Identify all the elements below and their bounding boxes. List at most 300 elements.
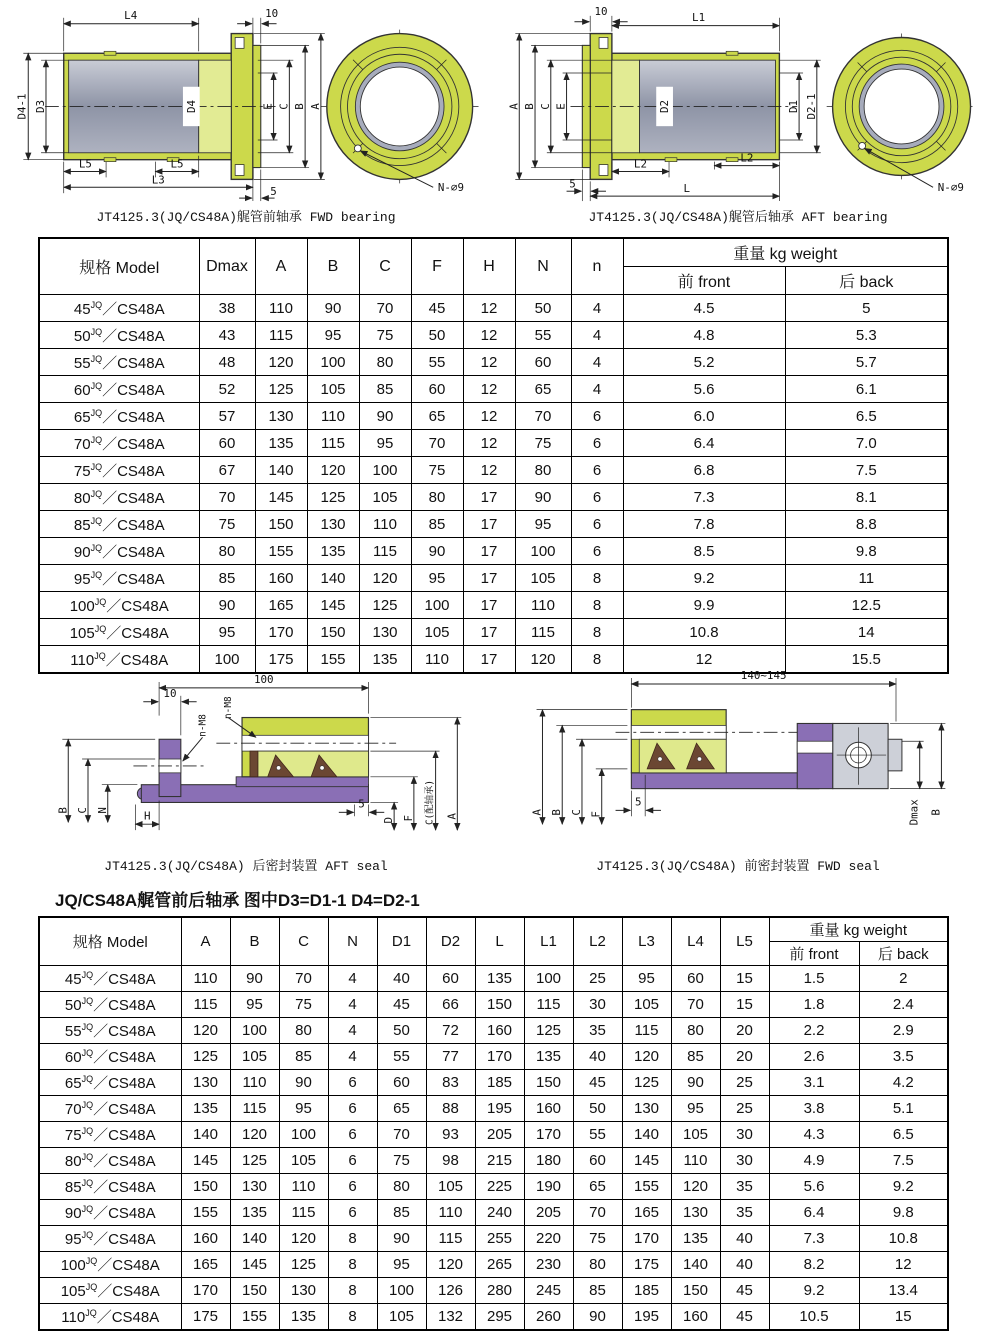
value-cell: 120 — [307, 457, 359, 484]
table-row — [39, 592, 948, 619]
value-cell: 120 — [181, 1018, 230, 1044]
back-weight-cell: 5.7 — [785, 349, 948, 376]
dim-label-c: C — [538, 103, 552, 110]
value-cell: 140 — [307, 565, 359, 592]
value-cell: 80 — [573, 1252, 622, 1278]
value-cell: 195 — [475, 1096, 524, 1122]
value-cell: 45 — [411, 295, 463, 322]
model-size: 60 — [73, 381, 91, 399]
seal-base-step — [236, 777, 368, 787]
bolt-hole — [599, 38, 608, 49]
aft-bearing-drawing-block — [500, 4, 976, 225]
model-cell — [39, 295, 199, 322]
value-cell: 40 — [720, 1226, 769, 1252]
value-cell: 93 — [426, 1122, 475, 1148]
value-cell: 90 — [377, 1226, 426, 1252]
front-weight-cell: 3.8 — [769, 1096, 859, 1122]
value-cell: 150 — [524, 1070, 573, 1096]
model-sup: JQ — [85, 1308, 97, 1318]
value-cell: 100 — [377, 1278, 426, 1304]
front-weight-cell: 12 — [623, 646, 785, 674]
model-sup: JQ — [81, 1100, 94, 1110]
model-size: 45 — [73, 300, 91, 318]
value-cell: 40 — [720, 1252, 769, 1278]
column-header-b: B — [307, 238, 359, 295]
table-row — [39, 1148, 948, 1174]
fwd-bearing-drawing-block — [8, 4, 484, 225]
value-cell: 115 — [622, 1018, 671, 1044]
value-cell: 115 — [307, 430, 359, 457]
value-cell: 48 — [199, 349, 255, 376]
value-cell: 17 — [463, 646, 515, 674]
value-cell: 100 — [307, 349, 359, 376]
value-cell: 75 — [377, 1148, 426, 1174]
value-cell: 115 — [181, 992, 230, 1018]
dim-label-b2: B — [929, 809, 943, 816]
model-sup: JQ — [81, 1048, 94, 1058]
model-sup: JQ — [90, 299, 103, 310]
value-cell: 43 — [199, 322, 255, 349]
value-cell: 175 — [181, 1304, 230, 1331]
value-cell: 85 — [199, 565, 255, 592]
value-cell: 85 — [671, 1044, 720, 1070]
back-weight-cell: 12 — [859, 1252, 948, 1278]
value-cell: 155 — [255, 538, 307, 565]
value-cell: 160 — [671, 1304, 720, 1331]
value-cell: 98 — [426, 1148, 475, 1174]
value-cell: 17 — [463, 619, 515, 646]
value-cell: 6 — [328, 1096, 377, 1122]
value-cell: 50 — [515, 295, 571, 322]
model-size: 90 — [64, 1205, 82, 1222]
column-header-c: C — [279, 917, 328, 966]
value-cell: 115 — [524, 992, 573, 1018]
table-row — [39, 1226, 948, 1252]
model-sup: JQ — [90, 407, 103, 418]
value-cell: 75 — [359, 322, 411, 349]
dim-label-l1: L1 — [692, 10, 706, 24]
model-size: 55 — [73, 354, 91, 372]
model-column-header: 规格 Model — [39, 238, 199, 295]
value-cell: 6 — [328, 1200, 377, 1226]
value-cell: 140 — [671, 1252, 720, 1278]
value-cell: 145 — [307, 592, 359, 619]
riser-bolt-band — [797, 741, 833, 753]
dim-label-b: B — [523, 103, 537, 110]
value-cell: 4 — [328, 992, 377, 1018]
value-cell: 160 — [255, 565, 307, 592]
value-cell: 4 — [328, 966, 377, 992]
value-cell: 85 — [279, 1044, 328, 1070]
model-cell — [39, 1200, 181, 1226]
value-cell: 80 — [199, 538, 255, 565]
dim-label-dmax: Dmax — [907, 799, 921, 826]
value-cell: 65 — [573, 1174, 622, 1200]
value-cell: 70 — [573, 1200, 622, 1226]
dim-label-10: 10 — [594, 4, 608, 18]
model-size: 95 — [73, 570, 91, 588]
model-suffix: ／CS48A — [102, 354, 165, 372]
aft-seal-caption: JT4125.3(JQ/CS48A) 后密封装置 AFT seal — [104, 859, 388, 874]
model-cell — [39, 511, 199, 538]
model-suffix: ／CS48A — [93, 1153, 156, 1170]
value-cell: 75 — [515, 430, 571, 457]
column-header-f: F — [411, 238, 463, 295]
dim-label-n-m8-b: n-M8 — [223, 696, 235, 719]
model-cell — [39, 457, 199, 484]
front-weight-cell: 6.0 — [623, 403, 785, 430]
table-row — [39, 349, 948, 376]
model-suffix: ／CS48A — [93, 971, 156, 988]
value-cell: 240 — [475, 1200, 524, 1226]
value-cell: 135 — [230, 1200, 279, 1226]
value-cell: 70 — [377, 1122, 426, 1148]
model-suffix: ／CS48A — [93, 1205, 156, 1222]
back-weight-cell: 5 — [785, 295, 948, 322]
value-cell: 35 — [573, 1018, 622, 1044]
dim-label-l5b: L5 — [170, 157, 184, 171]
front-weight-cell: 1.5 — [769, 966, 859, 992]
front-view-bore — [864, 69, 939, 144]
model-suffix: ／CS48A — [102, 300, 165, 318]
back-weight-cell: 7.5 — [785, 457, 948, 484]
back-weight-cell: 9.8 — [859, 1200, 948, 1226]
value-cell: 155 — [622, 1174, 671, 1200]
model-cell — [39, 1148, 181, 1174]
value-cell: 95 — [230, 992, 279, 1018]
bolt-hole — [235, 38, 244, 49]
value-cell: 110 — [515, 592, 571, 619]
value-cell: 67 — [199, 457, 255, 484]
front-weight-cell: 8.5 — [623, 538, 785, 565]
dim-label-n-holes: N-∅9 — [937, 181, 964, 195]
model-sup: JQ — [85, 1282, 98, 1292]
value-cell: 57 — [199, 403, 255, 430]
model-size: 70 — [64, 1101, 82, 1118]
bearing-spec-table-section — [38, 237, 949, 674]
column-header-l5: L5 — [720, 917, 769, 966]
value-cell: 120 — [622, 1044, 671, 1070]
model-size: 75 — [64, 1127, 82, 1144]
value-cell: 15 — [720, 992, 769, 1018]
bolt-hole — [235, 165, 244, 176]
value-cell: 125 — [622, 1070, 671, 1096]
value-cell: 6 — [328, 1174, 377, 1200]
value-cell: 8 — [328, 1226, 377, 1252]
column-header-a: A — [181, 917, 230, 966]
value-cell: 130 — [671, 1200, 720, 1226]
dim-label-b: B — [56, 807, 70, 814]
value-cell: 130 — [622, 1096, 671, 1122]
value-cell: 4 — [328, 1044, 377, 1070]
model-suffix: ／CS48A — [102, 570, 165, 588]
back-weight-cell: 15 — [859, 1304, 948, 1331]
value-cell: 130 — [279, 1278, 328, 1304]
model-cell — [39, 619, 199, 646]
back-weight-cell: 4.2 — [859, 1070, 948, 1096]
model-sup: JQ — [90, 461, 103, 472]
value-cell: 185 — [475, 1070, 524, 1096]
bolt-hole-mark — [859, 142, 866, 149]
dim-label-5: 5 — [270, 185, 277, 199]
model-cell — [39, 1226, 181, 1252]
value-cell: 245 — [524, 1278, 573, 1304]
value-cell: 60 — [426, 966, 475, 992]
value-cell: 20 — [720, 1044, 769, 1070]
value-cell: 115 — [255, 322, 307, 349]
value-cell: 205 — [524, 1200, 573, 1226]
front-weight-cell: 9.2 — [769, 1278, 859, 1304]
column-header-l: L — [475, 917, 524, 966]
value-cell: 130 — [255, 403, 307, 430]
value-cell: 105 — [279, 1148, 328, 1174]
value-cell: 50 — [573, 1096, 622, 1122]
table-row — [39, 376, 948, 403]
value-cell: 20 — [720, 1018, 769, 1044]
dim-label-140-145: 140~145 — [740, 669, 787, 683]
back-weight-cell: 12.5 — [785, 592, 948, 619]
value-cell: 6 — [571, 457, 623, 484]
table-row — [39, 1174, 948, 1200]
table-row — [39, 1252, 948, 1278]
front-weight-cell: 4.9 — [769, 1148, 859, 1174]
back-weight-cell: 7.5 — [859, 1148, 948, 1174]
model-cell — [39, 1174, 181, 1200]
value-cell: 120 — [426, 1252, 475, 1278]
value-cell: 75 — [573, 1226, 622, 1252]
value-cell: 130 — [181, 1070, 230, 1096]
value-cell: 8 — [328, 1304, 377, 1331]
back-weight-cell: 3.5 — [859, 1044, 948, 1070]
model-sup: JQ — [90, 569, 103, 580]
model-suffix: ／CS48A — [93, 997, 156, 1014]
value-cell: 65 — [515, 376, 571, 403]
value-cell: 60 — [411, 376, 463, 403]
value-cell: 4 — [571, 376, 623, 403]
dim-label-d: D — [382, 816, 396, 824]
value-cell: 6 — [571, 430, 623, 457]
seal-riser-block — [797, 723, 833, 788]
fwd-seal-drawing-block — [500, 666, 976, 874]
model-suffix: ／CS48A — [97, 1283, 160, 1300]
value-cell: 155 — [181, 1200, 230, 1226]
groove — [726, 51, 738, 55]
dim-label-l5a: L5 — [78, 157, 92, 171]
value-cell: 135 — [475, 966, 524, 992]
back-weight-cell: 14 — [785, 619, 948, 646]
table2-table — [38, 916, 949, 1331]
dim-label-c: C — [277, 103, 291, 110]
back-weight-cell: 15.5 — [785, 646, 948, 674]
back-weight-cell: 2.4 — [859, 992, 948, 1018]
weight-header: 重量 kg weight — [623, 238, 948, 267]
model-cell — [39, 966, 181, 992]
model-suffix: ／CS48A — [102, 327, 165, 345]
model-size: 100 — [69, 597, 95, 615]
model-sup: JQ — [90, 515, 103, 526]
back-weight-cell: 8.1 — [785, 484, 948, 511]
value-cell: 70 — [411, 430, 463, 457]
value-cell: 150 — [255, 511, 307, 538]
value-cell: 60 — [377, 1070, 426, 1096]
value-cell: 55 — [573, 1122, 622, 1148]
value-cell: 165 — [622, 1200, 671, 1226]
value-cell: 6 — [328, 1148, 377, 1174]
dim-label-5: 5 — [569, 177, 576, 191]
value-cell: 265 — [475, 1252, 524, 1278]
value-cell: 105 — [671, 1122, 720, 1148]
table-row — [39, 430, 948, 457]
value-cell: 150 — [307, 619, 359, 646]
value-cell: 8 — [571, 592, 623, 619]
value-cell: 260 — [524, 1304, 573, 1331]
value-cell: 132 — [426, 1304, 475, 1331]
front-weight-cell: 3.1 — [769, 1070, 859, 1096]
value-cell: 165 — [181, 1252, 230, 1278]
back-weight-cell: 9.8 — [785, 538, 948, 565]
dim-label-10: 10 — [163, 686, 177, 700]
value-cell: 95 — [671, 1096, 720, 1122]
model-sup: JQ — [81, 1178, 94, 1188]
column-header-n: N — [328, 917, 377, 966]
model-cell — [39, 1044, 181, 1070]
model-size: 85 — [73, 516, 91, 534]
dim-label-d2-1: D2-1 — [804, 93, 818, 120]
value-cell: 110 — [279, 1174, 328, 1200]
aft-bearing-figure — [501, 4, 975, 205]
value-cell: 85 — [377, 1200, 426, 1226]
value-cell: 6 — [328, 1070, 377, 1096]
back-weight-cell: 13.4 — [859, 1278, 948, 1304]
value-cell: 105 — [622, 992, 671, 1018]
value-cell: 126 — [426, 1278, 475, 1304]
value-cell: 140 — [255, 457, 307, 484]
model-cell — [39, 1018, 181, 1044]
value-cell: 145 — [622, 1148, 671, 1174]
model-cell — [39, 565, 199, 592]
model-sup: JQ — [81, 1074, 94, 1084]
model-suffix: ／CS48A — [102, 543, 165, 561]
value-cell: 25 — [573, 966, 622, 992]
dim-label-b: B — [293, 103, 307, 110]
value-cell: 100 — [279, 1122, 328, 1148]
value-cell: 55 — [411, 349, 463, 376]
value-cell: 170 — [255, 619, 307, 646]
value-cell: 135 — [279, 1304, 328, 1331]
model-cell — [39, 1278, 181, 1304]
fwd-seal-figure — [501, 666, 975, 854]
back-weight-cell: 6.1 — [785, 376, 948, 403]
value-cell: 35 — [720, 1200, 769, 1226]
value-cell: 105 — [515, 565, 571, 592]
value-cell: 12 — [463, 457, 515, 484]
value-cell: 17 — [463, 511, 515, 538]
value-cell: 105 — [426, 1174, 475, 1200]
value-cell: 110 — [255, 295, 307, 322]
value-cell: 90 — [573, 1304, 622, 1331]
table-row — [39, 403, 948, 430]
value-cell: 205 — [475, 1122, 524, 1148]
model-sup: JQ — [81, 1204, 94, 1214]
table-row — [39, 1018, 948, 1044]
value-cell: 120 — [671, 1174, 720, 1200]
value-cell: 85 — [359, 376, 411, 403]
value-cell: 8 — [328, 1278, 377, 1304]
value-cell: 160 — [475, 1018, 524, 1044]
value-cell: 120 — [515, 646, 571, 674]
front-weight-cell: 10.5 — [769, 1304, 859, 1331]
value-cell: 105 — [230, 1044, 279, 1070]
table-row — [39, 1278, 948, 1304]
front-weight-cell: 5.2 — [623, 349, 785, 376]
column-header-d2: D2 — [426, 917, 475, 966]
dim-label-d1: D1 — [787, 99, 801, 113]
value-cell: 40 — [573, 1044, 622, 1070]
table-row — [39, 322, 948, 349]
value-cell: 40 — [377, 966, 426, 992]
value-cell: 80 — [377, 1174, 426, 1200]
value-cell: 100 — [199, 646, 255, 674]
value-cell: 50 — [377, 1018, 426, 1044]
value-cell: 45 — [720, 1304, 769, 1331]
model-suffix: ／CS48A — [106, 597, 169, 615]
seal-base-plate — [631, 773, 819, 789]
model-sup: JQ — [90, 542, 103, 553]
value-cell: 120 — [255, 349, 307, 376]
front-weight-cell: 5.6 — [769, 1174, 859, 1200]
model-suffix: ／CS48A — [93, 1023, 156, 1040]
value-cell: 125 — [181, 1044, 230, 1070]
value-cell: 135 — [255, 430, 307, 457]
value-cell: 50 — [411, 322, 463, 349]
value-cell: 170 — [181, 1278, 230, 1304]
value-cell: 110 — [411, 646, 463, 674]
value-cell: 90 — [671, 1070, 720, 1096]
value-cell: 4 — [571, 295, 623, 322]
front-weight-cell: 9.2 — [623, 565, 785, 592]
value-cell: 160 — [524, 1096, 573, 1122]
value-cell: 125 — [255, 376, 307, 403]
value-cell: 12 — [463, 349, 515, 376]
value-cell: 170 — [475, 1044, 524, 1070]
model-suffix: ／CS48A — [96, 1309, 160, 1326]
value-cell: 60 — [573, 1148, 622, 1174]
value-cell: 55 — [515, 322, 571, 349]
model-size: 80 — [73, 489, 91, 507]
value-cell: 17 — [463, 565, 515, 592]
value-cell: 75 — [199, 511, 255, 538]
front-weight-cell: 7.3 — [769, 1226, 859, 1252]
dim-label-f: F — [589, 811, 603, 818]
value-cell: 17 — [463, 592, 515, 619]
back-weight-cell: 8.8 — [785, 511, 948, 538]
model-sup: JQ — [85, 1256, 98, 1266]
value-cell: 175 — [622, 1252, 671, 1278]
value-cell: 135 — [671, 1226, 720, 1252]
value-cell: 100 — [359, 457, 411, 484]
diagram-note: JQ/CS48A艉管前后轴承 图中D3=D1-1 D4=D2-1 — [55, 891, 420, 910]
column-header-n: n — [571, 238, 623, 295]
value-cell: 12 — [463, 430, 515, 457]
dim-label-100: 100 — [253, 672, 274, 686]
value-cell: 105 — [377, 1304, 426, 1331]
value-cell: 145 — [255, 484, 307, 511]
dim-label-e: E — [554, 103, 568, 110]
value-cell: 80 — [359, 349, 411, 376]
value-cell: 80 — [411, 484, 463, 511]
value-cell: 6 — [328, 1122, 377, 1148]
value-cell: 145 — [230, 1252, 279, 1278]
